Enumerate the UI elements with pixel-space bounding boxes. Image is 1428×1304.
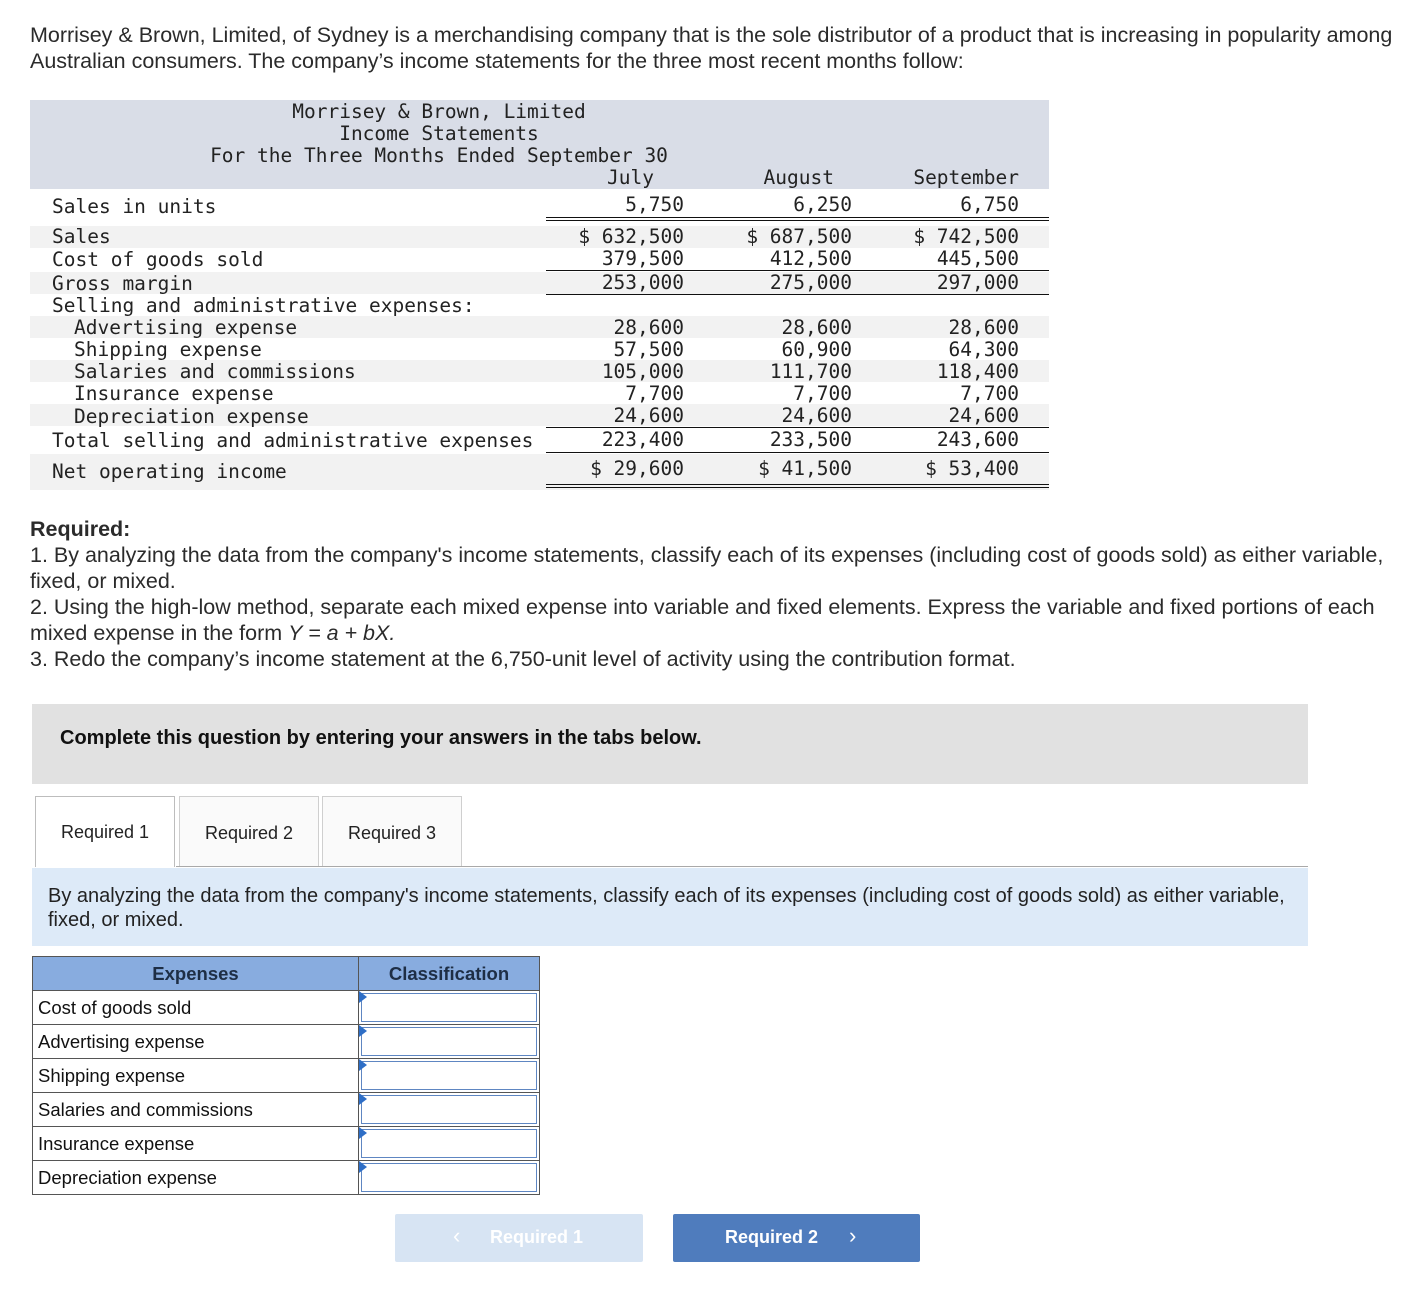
cell-value: 275,000 bbox=[769, 271, 852, 294]
cell-value: $ 632,500 bbox=[578, 225, 684, 248]
cell-value: 412,500 bbox=[769, 247, 852, 270]
tab-instruction-text: By analyzing the data from the company's income statements, classify each of its expenses (including cost of goods sold) as either variable, fixed, or mixed. bbox=[48, 885, 1285, 931]
cell-value: $ 687,500 bbox=[746, 225, 852, 248]
rule bbox=[546, 452, 1049, 453]
classification-dropdown[interactable] bbox=[359, 1059, 540, 1093]
tab-divider bbox=[176, 866, 1308, 867]
tab-required-3[interactable]: Required 3 bbox=[322, 796, 462, 867]
cell-value: 24,600 bbox=[613, 404, 684, 427]
statement-title: Income Statements bbox=[339, 122, 539, 145]
banner-text: Complete this question by entering your answers in the tabs below. bbox=[60, 727, 702, 749]
cell-value: 445,500 bbox=[936, 247, 1019, 270]
required-item-1: 1. By analyzing the data from the company's income statements, classify each of its expenses (including cost of goods sold) as either variable, fixed, or mixed. bbox=[30, 543, 1384, 593]
cell-value: 28,600 bbox=[948, 316, 1019, 339]
classification-dropdown[interactable] bbox=[359, 1025, 540, 1059]
dropdown-indicator-icon bbox=[359, 1093, 367, 1105]
required-heading: Required: bbox=[30, 517, 131, 541]
required-item-2 bbox=[30, 594, 1425, 646]
row-label-depreciation: Depreciation expense bbox=[74, 405, 309, 428]
cell-value: 28,600 bbox=[781, 316, 852, 339]
double-rule bbox=[546, 217, 1049, 221]
classification-dropdown[interactable] bbox=[359, 1161, 540, 1195]
cell-value: 118,400 bbox=[936, 360, 1019, 383]
cell-value: 6,750 bbox=[960, 193, 1019, 216]
table-row bbox=[33, 1127, 540, 1161]
dropdown-indicator-icon bbox=[359, 1161, 367, 1173]
tab-required-2[interactable]: Required 2 bbox=[179, 796, 319, 867]
tab-required-1[interactable]: Required 1 bbox=[35, 796, 175, 867]
cell-value: 28,600 bbox=[613, 316, 684, 339]
chevron-left-icon: ‹ bbox=[453, 1223, 461, 1248]
cell-value: $ 742,500 bbox=[913, 225, 1019, 248]
cell-value: 24,600 bbox=[781, 404, 852, 427]
classification-dropdown[interactable] bbox=[359, 1127, 540, 1161]
row-label-net-operating-income: Net operating income bbox=[52, 460, 287, 483]
header-classification: Classification bbox=[359, 957, 540, 991]
chevron-right-icon: › bbox=[849, 1223, 857, 1248]
column-header-september: September bbox=[913, 166, 1019, 189]
classification-table bbox=[32, 956, 540, 1195]
expense-label: Salaries and commissions bbox=[33, 1093, 359, 1127]
dropdown-indicator-icon bbox=[359, 1127, 367, 1139]
intro-paragraph: Morrisey & Brown, Limited, of Sydney is a merchandising company that is the sole distributor of a product that is increasing in popularity among Australian consumers. The company’s income statements for the three most recent months follow: bbox=[30, 23, 1393, 73]
prev-button-label: Required 1 bbox=[490, 1227, 584, 1247]
cell-value: 57,500 bbox=[613, 338, 684, 361]
row-label-sga-header: Selling and administrative expenses: bbox=[52, 294, 475, 317]
cell-value: 297,000 bbox=[936, 271, 1019, 294]
expense-label: Advertising expense bbox=[33, 1025, 359, 1059]
cell-value: $ 41,500 bbox=[758, 457, 852, 480]
rule bbox=[546, 294, 1049, 295]
expense-label: Insurance expense bbox=[33, 1127, 359, 1161]
cell-value: $ 53,400 bbox=[925, 457, 1019, 480]
statement-period: For the Three Months Ended September 30 bbox=[210, 144, 668, 167]
dropdown-indicator-icon bbox=[359, 1025, 367, 1037]
classification-dropdown[interactable] bbox=[359, 1093, 540, 1127]
next-button[interactable] bbox=[673, 1214, 920, 1262]
cell-value: 223,400 bbox=[601, 428, 684, 451]
row-label-insurance: Insurance expense bbox=[74, 382, 274, 405]
double-rule bbox=[546, 484, 1049, 488]
cell-value: 6,250 bbox=[793, 193, 852, 216]
dropdown-indicator-icon bbox=[359, 991, 367, 1003]
dropdown-box[interactable] bbox=[361, 1027, 537, 1056]
expense-label: Cost of goods sold bbox=[33, 991, 359, 1025]
cell-value: 60,900 bbox=[781, 338, 852, 361]
cell-value: 7,700 bbox=[960, 382, 1019, 405]
cell-value: 379,500 bbox=[601, 247, 684, 270]
cell-value: 105,000 bbox=[601, 360, 684, 383]
next-button-label: Required 2 bbox=[725, 1227, 819, 1247]
cell-value: 7,700 bbox=[793, 382, 852, 405]
cell-value: 243,600 bbox=[936, 428, 1019, 451]
cell-value: 253,000 bbox=[601, 271, 684, 294]
instructions-banner bbox=[32, 704, 1308, 784]
header-expenses: Expenses bbox=[33, 957, 359, 991]
column-header-august: August bbox=[763, 166, 834, 189]
row-label-gross-margin: Gross margin bbox=[52, 272, 193, 295]
cell-value: 233,500 bbox=[769, 428, 852, 451]
cell-value: 5,750 bbox=[625, 193, 684, 216]
table-row bbox=[33, 1025, 540, 1059]
row-label-sales: Sales bbox=[52, 225, 111, 248]
formula: Y = a + bX. bbox=[288, 621, 396, 645]
column-header-july: July bbox=[607, 166, 654, 189]
table-row bbox=[33, 1161, 540, 1195]
cell-value: 64,300 bbox=[948, 338, 1019, 361]
cell-value: $ 29,600 bbox=[590, 457, 684, 480]
row-label-total-sga: Total selling and administrative expenses bbox=[52, 429, 534, 452]
row-label-shipping: Shipping expense bbox=[74, 338, 262, 361]
classification-dropdown[interactable] bbox=[359, 991, 540, 1025]
row-label-advertising: Advertising expense bbox=[74, 316, 298, 339]
table-header-row bbox=[33, 957, 540, 991]
dropdown-box[interactable] bbox=[361, 1095, 537, 1124]
row-label-cogs: Cost of goods sold bbox=[52, 248, 264, 271]
statement-company-name: Morrisey & Brown, Limited bbox=[292, 100, 586, 123]
dropdown-box[interactable] bbox=[361, 993, 537, 1022]
required-item-2-text: 2. Using the high-low method, separate each mixed expense into variable and fixed elements. Express the variable and fixed portions of each mixed expense in the form bbox=[30, 595, 1375, 645]
cell-value: 7,700 bbox=[625, 382, 684, 405]
row-label-salaries: Salaries and commissions bbox=[74, 360, 356, 383]
expense-label: Depreciation expense bbox=[33, 1161, 359, 1195]
expense-label: Shipping expense bbox=[33, 1059, 359, 1093]
cell-value: 24,600 bbox=[948, 404, 1019, 427]
dropdown-box[interactable] bbox=[361, 1129, 537, 1158]
table-row bbox=[33, 991, 540, 1025]
dropdown-box[interactable] bbox=[361, 1061, 537, 1090]
tab-instruction-box bbox=[32, 868, 1308, 946]
prev-button[interactable] bbox=[395, 1214, 643, 1262]
dropdown-box[interactable] bbox=[361, 1163, 537, 1192]
row-label-sales-units: Sales in units bbox=[52, 195, 217, 218]
dropdown-indicator-icon bbox=[359, 1059, 367, 1071]
table-row bbox=[33, 1059, 540, 1093]
cell-value: 111,700 bbox=[769, 360, 852, 383]
required-item-3: 3. Redo the company’s income statement at the 6,750-unit level of activity using the contribution format. bbox=[30, 647, 1016, 671]
table-row bbox=[33, 1093, 540, 1127]
required-section bbox=[30, 516, 1425, 672]
